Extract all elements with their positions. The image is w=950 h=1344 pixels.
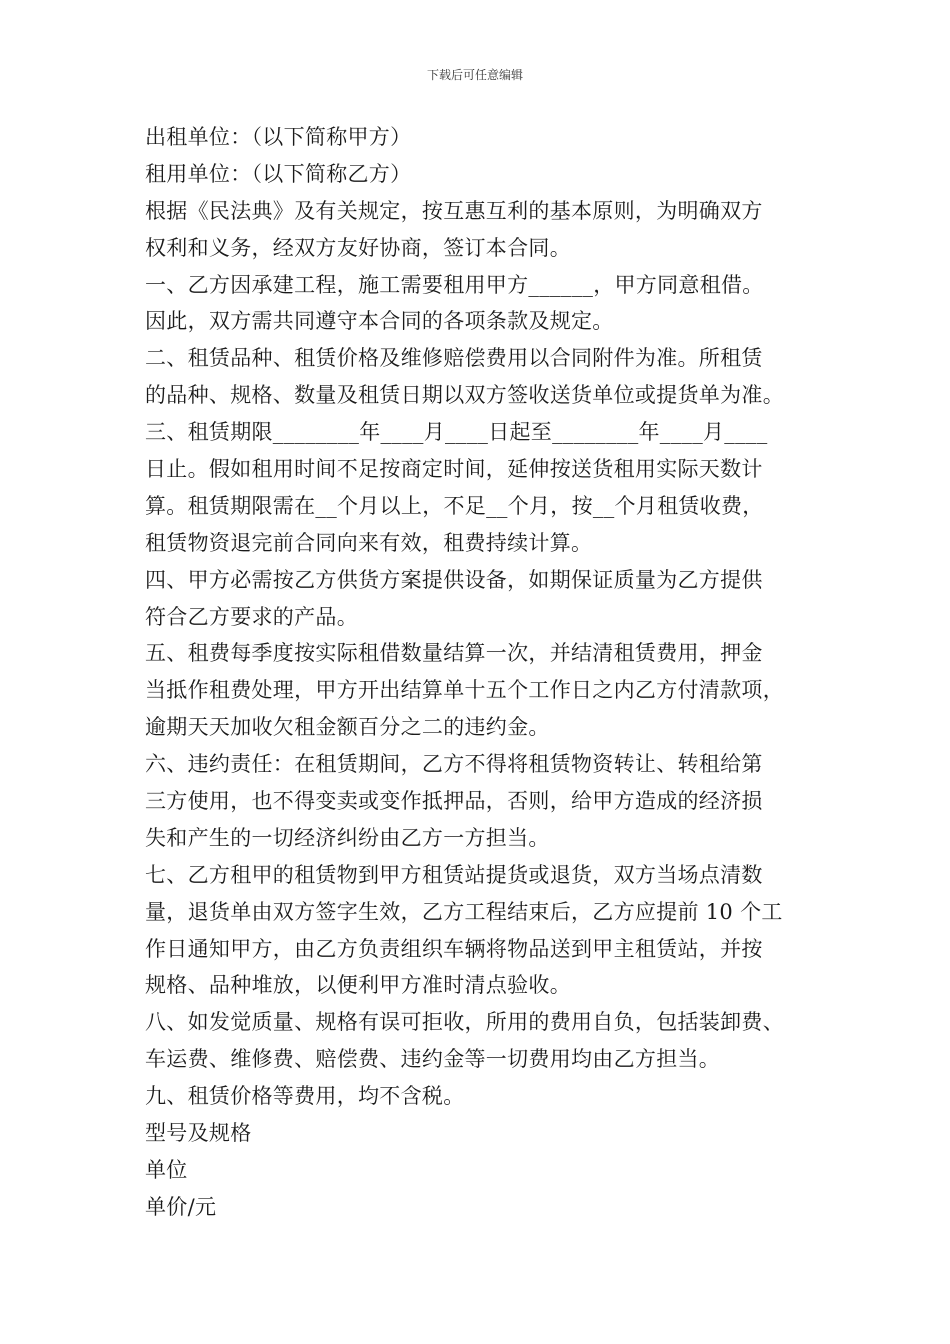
clause-line: 日止。假如租用时间不足按商定时间，延伸按送货租用实际天数计 bbox=[145, 457, 763, 482]
page-header: 下载后可任意编辑 bbox=[426, 68, 523, 82]
clause-line: 租用单位：（以下简称乙方） bbox=[145, 161, 412, 186]
clause-line: 二、租赁品种、租赁价格及维修赔偿费用以合同附件为准。所租赁 bbox=[145, 346, 763, 371]
clause-line: 七、乙方租甲的租赁物到甲方租赁站提货或退货，双方当场点清数 bbox=[145, 862, 763, 887]
clause-line: 五、租费每季度按实际租借数量结算一次，并结清租赁费用，押金 bbox=[145, 641, 763, 666]
clause-line: 作日通知甲方，由乙方负责组织车辆将物品送到甲主租赁站，并按 bbox=[145, 936, 763, 961]
clause-line: 权利和义务，经双方友好协商，签订本合同。 bbox=[145, 235, 571, 260]
contract-body bbox=[145, 119, 810, 1226]
clause-line: 因此，双方需共同遵守本合同的各项条款及规定。 bbox=[145, 309, 614, 334]
clause-line: 逾期天天加收欠租金额百分之二的违约金。 bbox=[145, 715, 550, 740]
clause-line: 根据《民法典》及有关规定，按互惠互利的基本原则，为明确双方 bbox=[145, 198, 763, 223]
table-column-label: 单价/元 bbox=[145, 1194, 217, 1219]
clause-line: 的品种、规格、数量及租赁日期以双方签收送货单位或提货单为准。 bbox=[145, 383, 784, 408]
clause-line: 六、违约责任：在租赁期间，乙方不得将租赁物资转让、转租给第 bbox=[145, 752, 763, 777]
clause-line: 八、如发觉质量、规格有误可拒收，所用的费用自负，包括装卸费、 bbox=[145, 1010, 784, 1035]
clause-line: 符合乙方要求的产品。 bbox=[145, 604, 358, 629]
clause-line: 规格、品种堆放，以便利甲方准时清点验收。 bbox=[145, 973, 571, 998]
clause-line: 当抵作租费处理，甲方开出结算单十五个工作日之内乙方付清款项， bbox=[145, 678, 784, 703]
clause-line: 三方使用，也不得变卖或变作抵押品，否则，给甲方造成的经济损 bbox=[145, 789, 763, 814]
table-column-label: 型号及规格 bbox=[145, 1121, 252, 1146]
clause-line: 算。租赁期限需在__个月以上，不足__个月，按__个月租赁收费， bbox=[145, 493, 764, 518]
clause-line: 一、乙方因承建工程，施工需要租用甲方______，甲方同意租借。 bbox=[145, 272, 764, 297]
clause-line: 失和产生的一切经济纠纷由乙方一方担当。 bbox=[145, 825, 550, 850]
clause-line: 量，退货单由双方签字生效，乙方工程结束后，乙方应提前 10 个工 bbox=[145, 899, 783, 924]
clause-line: 三、租赁期限________年____月____日起至________年____月____ bbox=[145, 420, 768, 445]
clause-line: 租赁物资退完前合同向来有效，租费持续计算。 bbox=[145, 530, 593, 555]
clause-line: 九、租赁价格等费用，均不含税。 bbox=[145, 1084, 465, 1109]
clause-line: 出租单位：（以下简称甲方） bbox=[145, 125, 412, 149]
table-column-label: 单位 bbox=[145, 1157, 188, 1182]
clause-line: 四、甲方必需按乙方供货方案提供设备，如期保证质量为乙方提供 bbox=[145, 567, 763, 592]
clause-line: 车运费、维修费、赔偿费、违约金等一切费用均由乙方担当。 bbox=[145, 1047, 721, 1072]
